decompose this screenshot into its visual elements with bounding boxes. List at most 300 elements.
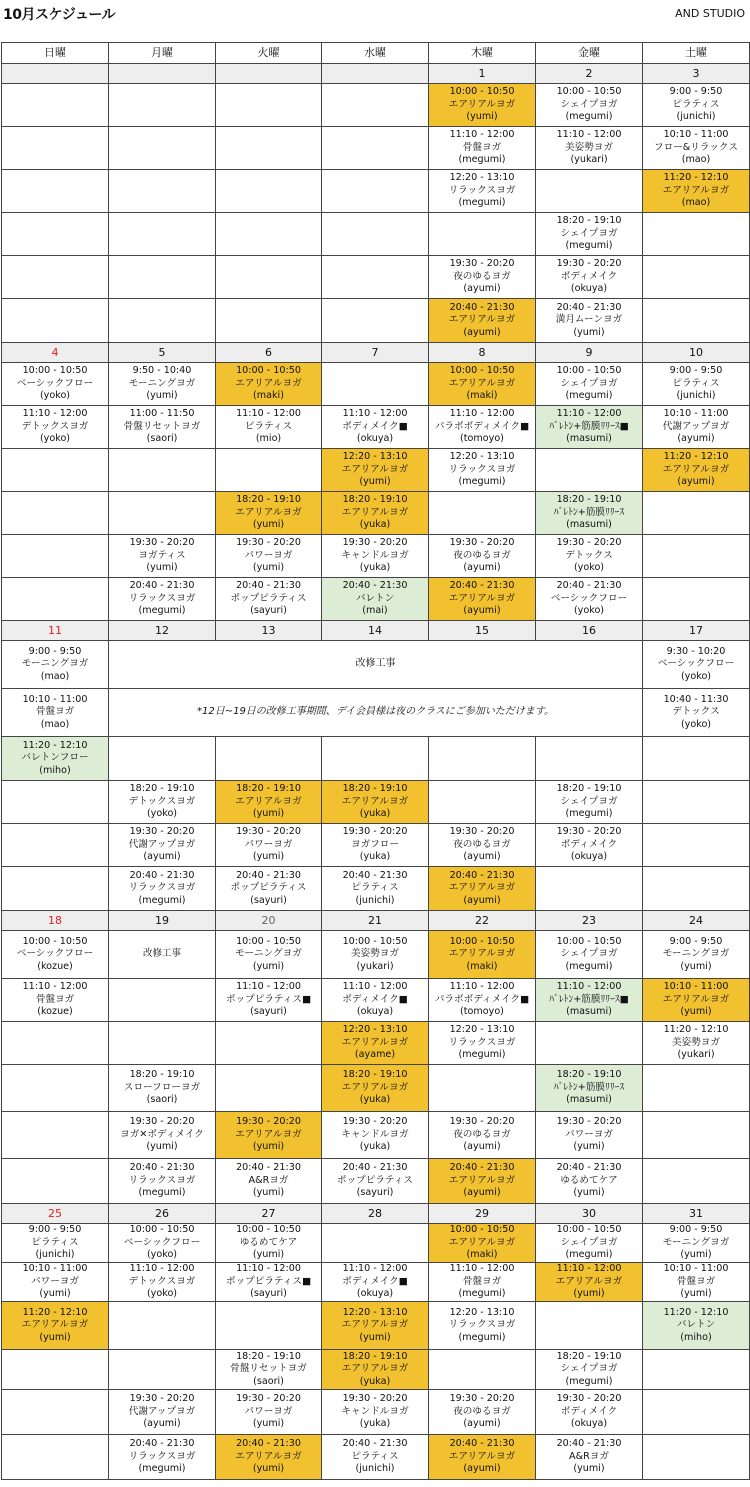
class-cell bbox=[109, 578, 216, 621]
class-instructor: (ayumi) bbox=[463, 1463, 501, 1475]
class-time: 20:40 - 21:30 bbox=[236, 869, 301, 881]
weekday-header: 火曜 bbox=[216, 43, 322, 64]
class-name: シェイプヨガ bbox=[560, 98, 618, 110]
class-instructor: (okuya) bbox=[570, 851, 608, 863]
class-time: 19:30 - 20:20 bbox=[556, 826, 622, 838]
class-cell bbox=[643, 1022, 750, 1065]
class-instructor: (junichi) bbox=[355, 894, 395, 906]
class-instructor: (yoko) bbox=[146, 1288, 178, 1300]
class-instructor: (megumi) bbox=[565, 1375, 613, 1387]
class-time: 11:20 - 12:10 bbox=[22, 739, 88, 751]
schedule-body bbox=[2, 43, 750, 1480]
class-time: 11:10 - 12:00 bbox=[556, 1263, 622, 1275]
class-name: ベーシックフロー bbox=[550, 592, 628, 604]
class-cell bbox=[643, 641, 750, 689]
class-cell bbox=[216, 1224, 322, 1263]
class-cell bbox=[643, 1263, 750, 1302]
empty-cell bbox=[109, 170, 216, 213]
class-name: 夜のゆるヨガ bbox=[453, 838, 511, 850]
class-cell bbox=[643, 363, 750, 406]
class-instructor: (yuka) bbox=[359, 519, 391, 531]
empty-cell bbox=[216, 449, 322, 492]
class-name: エアリアルヨガ bbox=[235, 377, 302, 389]
class-time: 18:20 - 19:10 bbox=[129, 1069, 195, 1081]
class-instructor: (mao) bbox=[681, 154, 711, 166]
class-time: 20:40 - 21:30 bbox=[556, 1162, 622, 1174]
class-name: モーニングヨガ bbox=[21, 658, 89, 670]
empty-cell bbox=[109, 449, 216, 492]
empty-cell bbox=[2, 299, 109, 343]
empty-cell bbox=[322, 213, 429, 256]
class-name: ベーシックフロー bbox=[16, 948, 94, 960]
date-cell: 19 bbox=[109, 911, 216, 931]
class-instructor: (saori) bbox=[253, 1375, 284, 1387]
class-time: 9:00 - 9:50 bbox=[28, 1224, 82, 1236]
time-slot-row bbox=[2, 1390, 750, 1435]
empty-cell bbox=[643, 1112, 750, 1159]
time-slot-row bbox=[2, 641, 750, 689]
class-cell bbox=[536, 213, 643, 256]
class-name: ヨガフロー bbox=[351, 838, 399, 850]
class-name: ボディメイク■ bbox=[342, 1275, 408, 1287]
class-time: 12:20 - 13:10 bbox=[342, 1306, 408, 1318]
class-time: 11:10 - 12:00 bbox=[556, 129, 622, 141]
empty-cell bbox=[643, 737, 750, 781]
class-instructor: (megumi) bbox=[138, 894, 186, 906]
class-time: 20:40 - 21:30 bbox=[556, 301, 622, 313]
class-name: 代謝アップヨガ bbox=[128, 838, 196, 850]
empty-cell bbox=[643, 867, 750, 911]
class-time: 19:30 - 20:20 bbox=[556, 258, 622, 270]
weekday-header: 木曜 bbox=[429, 43, 536, 64]
class-time: 19:30 - 20:20 bbox=[342, 537, 408, 549]
class-cell bbox=[536, 1224, 643, 1263]
empty-cell bbox=[643, 492, 750, 535]
class-cell bbox=[643, 1224, 750, 1263]
class-time: 19:30 - 20:20 bbox=[236, 1393, 301, 1405]
empty-cell bbox=[536, 170, 643, 213]
class-cell bbox=[2, 737, 109, 781]
time-slot-row bbox=[2, 931, 750, 979]
class-instructor: (yoko) bbox=[146, 1249, 178, 1261]
class-name: エアリアルヨガ bbox=[235, 795, 302, 807]
class-instructor: (megumi) bbox=[565, 808, 613, 820]
class-cell bbox=[429, 1022, 536, 1065]
time-slot-row bbox=[2, 256, 750, 299]
class-cell bbox=[322, 1263, 429, 1302]
class-time: 12:20 - 13:10 bbox=[342, 451, 408, 463]
class-time: 10:00 - 10:50 bbox=[236, 365, 301, 377]
empty-cell bbox=[322, 1224, 429, 1263]
class-instructor: (yuka) bbox=[359, 808, 391, 820]
class-name: エアリアルヨガ bbox=[448, 1174, 516, 1186]
empty-cell bbox=[322, 299, 429, 343]
class-instructor: (megumi) bbox=[565, 1249, 613, 1261]
class-instructor: (megumi) bbox=[458, 154, 506, 166]
class-time: 18:20 - 19:10 bbox=[342, 1069, 408, 1081]
class-instructor: (ayumi) bbox=[463, 1187, 501, 1199]
empty-cell bbox=[643, 1390, 750, 1435]
class-cell bbox=[322, 1159, 429, 1204]
class-name: ベーシックフロー bbox=[123, 1236, 201, 1248]
class-name: ヨガティス bbox=[138, 549, 186, 561]
class-instructor: (ayumi) bbox=[463, 562, 501, 574]
class-cell bbox=[429, 931, 536, 979]
class-instructor: (yumi) bbox=[39, 1331, 71, 1343]
class-time: 10:10 - 11:00 bbox=[663, 1263, 729, 1275]
empty-cell bbox=[2, 578, 109, 621]
class-instructor: (yumi) bbox=[252, 1463, 285, 1475]
empty-cell bbox=[216, 256, 322, 299]
time-slot-row bbox=[2, 867, 750, 911]
class-name: 骨盤ヨガ bbox=[676, 1275, 716, 1287]
class-time: 11:10 - 12:00 bbox=[342, 1263, 408, 1275]
class-instructor: (saori) bbox=[146, 433, 178, 445]
class-instructor: (mao) bbox=[40, 718, 70, 730]
class-time: 9:50 - 10:40 bbox=[132, 365, 192, 377]
class-time: 11:20 - 12:10 bbox=[663, 1024, 729, 1036]
time-slot-row bbox=[2, 1022, 750, 1065]
class-name: キャンドルヨガ bbox=[341, 1405, 409, 1417]
class-instructor: (yumi) bbox=[252, 808, 285, 820]
class-time: 10:00 - 10:50 bbox=[556, 935, 622, 947]
class-time: 10:10 - 11:00 bbox=[22, 1263, 88, 1275]
class-cell bbox=[322, 931, 429, 979]
empty-cell bbox=[322, 737, 429, 781]
class-name: エアリアルヨガ bbox=[555, 1275, 623, 1287]
class-name: エアリアルヨガ bbox=[662, 993, 730, 1005]
class-cell bbox=[109, 363, 216, 406]
date-cell: 17 bbox=[643, 621, 750, 641]
class-cell bbox=[536, 1435, 643, 1480]
class-instructor: (miho) bbox=[680, 1331, 712, 1343]
time-slot-row bbox=[2, 1263, 750, 1302]
class-name: シェイプヨガ bbox=[560, 227, 618, 239]
class-time: 11:20 - 12:10 bbox=[663, 172, 729, 184]
date-cell: 22 bbox=[429, 911, 536, 931]
class-instructor: (ayumi) bbox=[463, 851, 501, 863]
class-name: エアリアルヨガ bbox=[341, 795, 409, 807]
empty-cell bbox=[2, 213, 109, 256]
class-cell bbox=[322, 1390, 429, 1435]
class-cell bbox=[536, 256, 643, 299]
empty-cell bbox=[2, 256, 109, 299]
class-instructor: (sayuri) bbox=[356, 1187, 394, 1199]
time-slot-row bbox=[2, 363, 750, 406]
class-cell bbox=[216, 492, 322, 535]
class-name: ボディメイク bbox=[560, 1405, 618, 1417]
class-instructor: (yumi) bbox=[252, 1249, 285, 1261]
class-time: 18:20 - 19:10 bbox=[129, 783, 195, 795]
class-name: パワーヨガ bbox=[565, 1128, 613, 1140]
class-cell bbox=[216, 1350, 322, 1390]
class-cell bbox=[109, 867, 216, 911]
class-name: ポップピラティス bbox=[230, 592, 307, 604]
class-instructor: (megumi) bbox=[565, 960, 613, 972]
class-instructor: (junichi) bbox=[676, 111, 716, 123]
class-name: 美姿勢ヨガ bbox=[565, 141, 613, 153]
class-time: 11:10 - 12:00 bbox=[22, 408, 88, 420]
class-time: 20:40 - 21:30 bbox=[342, 1438, 408, 1450]
class-instructor: (yumi) bbox=[252, 519, 285, 531]
class-cell bbox=[109, 1112, 216, 1159]
class-instructor: (sayuri) bbox=[250, 1288, 287, 1300]
class-name: 骨盤ヨガ bbox=[35, 993, 75, 1005]
class-instructor: (megumi) bbox=[138, 1463, 186, 1475]
time-slot-row bbox=[2, 406, 750, 449]
class-name: エアリアルヨガ bbox=[448, 592, 516, 604]
class-cell bbox=[536, 578, 643, 621]
empty-cell bbox=[109, 127, 216, 170]
class-time: 18:20 - 19:10 bbox=[556, 1350, 622, 1362]
class-cell bbox=[536, 299, 643, 343]
class-instructor: (yukari) bbox=[677, 1049, 715, 1061]
class-name: パワーヨガ bbox=[244, 838, 293, 850]
time-slot-row bbox=[2, 689, 750, 737]
class-time: 19:30 - 20:20 bbox=[342, 826, 408, 838]
class-cell bbox=[429, 867, 536, 911]
class-name: パワーヨガ bbox=[244, 1405, 293, 1417]
class-cell bbox=[322, 1350, 429, 1390]
class-cell bbox=[536, 979, 643, 1022]
class-time: 20:40 - 21:30 bbox=[129, 580, 195, 592]
class-instructor: (yumi) bbox=[252, 562, 285, 574]
class-name: キャンドルヨガ bbox=[341, 549, 409, 561]
empty-cell bbox=[216, 737, 322, 781]
class-time: 11:10 - 12:00 bbox=[556, 408, 622, 420]
class-instructor: (yumi) bbox=[252, 1141, 285, 1153]
class-time: 19:30 - 20:20 bbox=[556, 1116, 622, 1128]
class-cell bbox=[429, 170, 536, 213]
empty-cell bbox=[2, 1350, 109, 1390]
class-instructor: (okuya) bbox=[570, 283, 608, 295]
class-name: スローフローヨガ bbox=[123, 1081, 201, 1093]
class-instructor: (yumi) bbox=[573, 1463, 605, 1475]
class-cell bbox=[536, 1350, 643, 1390]
class-cell bbox=[322, 535, 429, 578]
empty-cell bbox=[322, 256, 429, 299]
class-time: 18:20 - 19:10 bbox=[236, 783, 301, 795]
empty-cell bbox=[643, 1065, 750, 1112]
empty-cell bbox=[2, 1435, 109, 1480]
empty-cell bbox=[643, 256, 750, 299]
class-cell bbox=[429, 256, 536, 299]
class-cell bbox=[109, 1435, 216, 1480]
empty-cell bbox=[109, 84, 216, 127]
class-name: A&Rヨガ bbox=[569, 1450, 609, 1462]
class-cell bbox=[643, 689, 750, 737]
class-cell bbox=[536, 84, 643, 127]
empty-cell bbox=[643, 535, 750, 578]
class-name: ピラティス bbox=[672, 377, 720, 389]
class-cell bbox=[536, 406, 643, 449]
class-name: 代謝アップヨガ bbox=[662, 420, 730, 432]
class-name: エアリアルヨガ bbox=[21, 1319, 89, 1331]
class-time: 10:10 - 11:00 bbox=[663, 981, 729, 993]
class-instructor: (yuka) bbox=[359, 562, 391, 574]
class-time: 19:30 - 20:20 bbox=[129, 826, 195, 838]
date-row bbox=[2, 64, 750, 84]
class-time: 19:30 - 20:20 bbox=[449, 537, 515, 549]
class-cell bbox=[2, 979, 109, 1022]
class-time: 10:00 - 10:50 bbox=[556, 365, 622, 377]
empty-cell bbox=[109, 979, 216, 1022]
time-slot-row bbox=[2, 1302, 750, 1350]
class-instructor: (yumi) bbox=[252, 1418, 285, 1430]
time-slot-row bbox=[2, 449, 750, 492]
class-cell bbox=[109, 1159, 216, 1204]
empty-cell bbox=[322, 170, 429, 213]
class-instructor: (yuka) bbox=[359, 1418, 391, 1430]
class-instructor: (megumi) bbox=[565, 111, 613, 123]
class-name: バレトン bbox=[676, 1319, 716, 1331]
class-time: 10:00 - 10:50 bbox=[449, 365, 515, 377]
class-instructor: (yumi) bbox=[680, 960, 712, 972]
class-name: エアリアルヨガ bbox=[341, 506, 409, 518]
class-cell bbox=[429, 824, 536, 867]
class-time: 10:00 - 10:50 bbox=[556, 1224, 622, 1236]
class-name: エアリアルヨガ bbox=[341, 1036, 409, 1048]
class-name: エアリアルヨガ bbox=[448, 1450, 516, 1462]
class-instructor: (maki) bbox=[253, 390, 284, 402]
class-instructor: (maki) bbox=[466, 960, 498, 972]
class-time: 20:40 - 21:30 bbox=[236, 1162, 301, 1174]
empty-cell bbox=[109, 1302, 216, 1350]
class-name: モーニングヨガ bbox=[128, 377, 196, 389]
class-cell bbox=[216, 578, 322, 621]
class-instructor: (sayuri) bbox=[250, 605, 287, 617]
class-time: 11:10 - 12:00 bbox=[236, 1263, 301, 1275]
empty-cell bbox=[643, 213, 750, 256]
class-time: 20:40 - 21:30 bbox=[342, 580, 408, 592]
class-name: 骨盤リセットヨガ bbox=[230, 1363, 307, 1375]
class-instructor: (megumi) bbox=[458, 197, 506, 209]
class-time: 18:20 - 19:10 bbox=[342, 1350, 408, 1362]
time-slot-row bbox=[2, 1224, 750, 1263]
class-name: リラックスヨガ bbox=[448, 184, 516, 196]
class-name: シェイプヨガ bbox=[560, 377, 618, 389]
class-name: ベーシックフロー bbox=[657, 658, 735, 670]
class-name: 骨盤ヨガ bbox=[462, 141, 502, 153]
page-header bbox=[0, 0, 750, 40]
class-time: 19:30 - 20:20 bbox=[556, 537, 622, 549]
time-slot-row bbox=[2, 578, 750, 621]
class-instructor: (masumi) bbox=[566, 1094, 612, 1106]
class-name: モーニングヨガ bbox=[662, 948, 730, 960]
class-time: 11:20 - 12:10 bbox=[22, 1306, 88, 1318]
class-time: 11:10 - 12:00 bbox=[236, 981, 301, 993]
class-instructor: (yumi) bbox=[252, 1187, 285, 1199]
class-instructor: (yumi) bbox=[252, 851, 285, 863]
class-cell bbox=[429, 1112, 536, 1159]
class-instructor: (yumi) bbox=[573, 1288, 605, 1300]
time-slot-row bbox=[2, 781, 750, 824]
empty-cell bbox=[2, 1112, 109, 1159]
date-cell: 5 bbox=[109, 343, 216, 363]
class-instructor: (ayumi) bbox=[463, 1141, 501, 1153]
class-name: ﾊﾞﾚﾄﾝ+筋膜ﾘﾘｰｽ bbox=[553, 1081, 625, 1093]
date-cell: 8 bbox=[429, 343, 536, 363]
empty-cell bbox=[429, 492, 536, 535]
class-cell bbox=[429, 535, 536, 578]
class-instructor: (kozue) bbox=[37, 960, 73, 972]
class-cell bbox=[536, 535, 643, 578]
class-instructor: (junichi) bbox=[355, 1463, 395, 1475]
class-name: リラックスヨガ bbox=[448, 1036, 516, 1048]
class-time: 10:00 - 10:50 bbox=[556, 86, 622, 98]
class-time: 18:20 - 19:10 bbox=[556, 783, 622, 795]
class-instructor: (megumi) bbox=[458, 1049, 506, 1061]
class-time: 11:20 - 12:10 bbox=[663, 1306, 729, 1318]
renovation-note: *12日~19日の改修工事期間、デイ会員様は夜のクラスにご参加いただけます。 bbox=[109, 689, 643, 737]
class-time: 19:30 - 20:20 bbox=[129, 537, 195, 549]
class-instructor: (megumi) bbox=[138, 1187, 186, 1199]
class-name: デトックスヨガ bbox=[128, 795, 196, 807]
class-name: デトックスヨガ bbox=[21, 420, 89, 432]
class-time: 19:30 - 20:20 bbox=[236, 537, 301, 549]
class-name: 夜のゆるヨガ bbox=[453, 1405, 511, 1417]
time-slot-row bbox=[2, 1112, 750, 1159]
class-name: ポップピラティス■ bbox=[225, 1275, 312, 1287]
class-instructor: (yumi) bbox=[573, 326, 605, 338]
time-slot-row bbox=[2, 170, 750, 213]
class-name: パラボボディメイク■ bbox=[434, 420, 530, 432]
schedule-table bbox=[1, 42, 750, 1480]
date-cell: 4 bbox=[2, 343, 109, 363]
class-cell bbox=[429, 1435, 536, 1480]
class-name: シェイプヨガ bbox=[560, 948, 618, 960]
renovation-label: 改修工事 bbox=[109, 931, 216, 979]
class-instructor: (yumi) bbox=[573, 1141, 605, 1153]
class-name: 夜のゆるヨガ bbox=[453, 1128, 511, 1140]
class-cell bbox=[643, 127, 750, 170]
class-cell bbox=[536, 931, 643, 979]
class-time: 12:20 - 13:10 bbox=[449, 451, 515, 463]
class-name: ポップピラティス bbox=[230, 882, 307, 894]
date-cell: 12 bbox=[109, 621, 216, 641]
class-name: デトックスヨガ bbox=[128, 1275, 196, 1287]
class-instructor: (junichi) bbox=[676, 390, 716, 402]
page-title: 10月スケジュール bbox=[3, 7, 116, 23]
class-time: 10:00 - 10:50 bbox=[449, 935, 515, 947]
class-instructor: (yuka) bbox=[359, 1141, 391, 1153]
class-instructor: (yoko) bbox=[573, 605, 605, 617]
class-cell bbox=[322, 979, 429, 1022]
empty-cell bbox=[322, 127, 429, 170]
date-cell: 20 bbox=[216, 911, 322, 931]
date-cell: 23 bbox=[536, 911, 643, 931]
class-cell bbox=[429, 1390, 536, 1435]
class-name: ボディメイク■ bbox=[342, 420, 408, 432]
class-time: 10:40 - 11:30 bbox=[663, 693, 729, 705]
studio-name: AND STUDIO bbox=[675, 7, 745, 20]
empty-cell bbox=[2, 535, 109, 578]
time-slot-row bbox=[2, 1350, 750, 1390]
class-instructor: (okuya) bbox=[356, 1288, 394, 1300]
class-time: 18:20 - 19:10 bbox=[236, 494, 301, 506]
class-time: 11:10 - 12:00 bbox=[236, 408, 301, 420]
class-name: エアリアルヨガ bbox=[448, 948, 516, 960]
class-time: 12:20 - 13:10 bbox=[449, 172, 515, 184]
class-instructor: (maki) bbox=[466, 390, 498, 402]
class-cell bbox=[216, 824, 322, 867]
class-instructor: (ayumi) bbox=[463, 283, 501, 295]
class-name: モーニングヨガ bbox=[235, 948, 302, 960]
class-cell bbox=[216, 867, 322, 911]
class-time: 18:20 - 19:10 bbox=[556, 1069, 622, 1081]
class-cell bbox=[536, 1065, 643, 1112]
class-time: 20:40 - 21:30 bbox=[449, 869, 515, 881]
